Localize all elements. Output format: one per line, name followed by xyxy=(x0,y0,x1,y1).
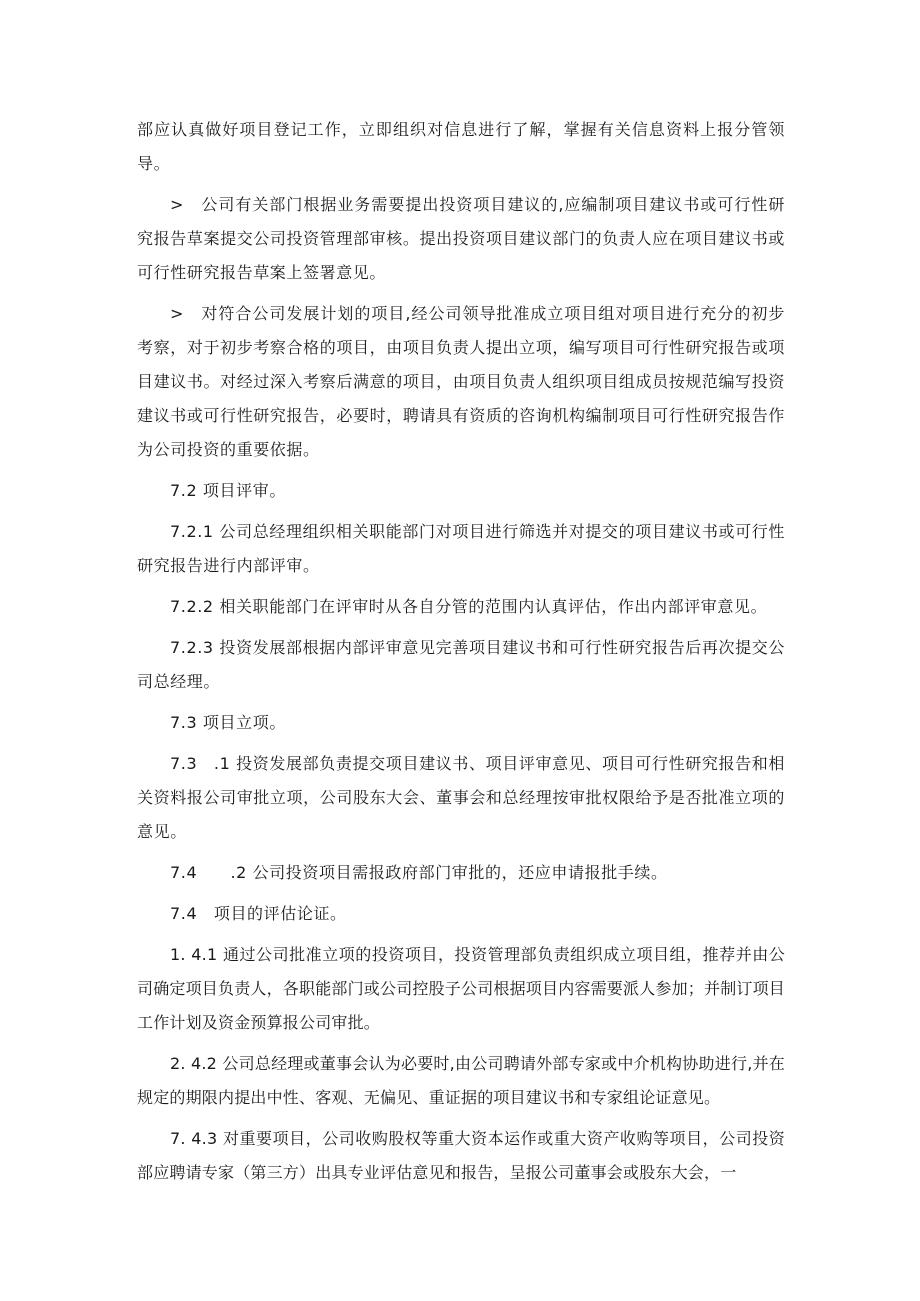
paragraph-7-2-3: 7.2.3 投资发展部根据内部评审意见完善项目建议书和可行性研究报告后再次提交公司总经理。 xyxy=(137,638,785,691)
paragraph-bullet-project-team: > 对符合公司发展计划的项目,经公司领导批准成立项目组对项目进行充分的初步考察，对于初步考察合格的项目，由项目负责人提出立项，编写项目可行性研究报告或项目建议书。对经过深入考察后满意的项目，由项目负责人组织项目组成员按规范编写投资建议书或可行性研究报告，必要时，聘请具有资质的咨询机构编制项目可行性研究报告作为公司投资的重要依据。 xyxy=(137,304,785,459)
paragraph-7-4-3: 7. 4.3 对重要项目，公司收购股权等重大资本运作或重大资产收购等项目，公司投资部应聘请专家（第三方）出具专业评估意见和报告，呈报公司董事会或股东大会，一 xyxy=(137,1129,785,1182)
paragraph-7-2-1: 7.2.1 公司总经理组织相关职能部门对项目进行筛选并对提交的项目建议书或可行性研究报告进行内部评审。 xyxy=(137,522,785,575)
document-body xyxy=(137,113,785,1197)
paragraph-1-4-1: 1. 4.1 通过公司批准立项的投资项目，投资管理部负责组织成立项目组，推荐并由公司确定项目负责人，各职能部门或公司控股子公司根据项目内容需要派人参加；并制订项目工作计划及资金预算报公司审批。 xyxy=(137,945,786,1032)
paragraph-7-3-1: 7.3 .1 投资发展部负责提交项目建议书、项目评审意见、项目可行性研究报告和相关资料报公司审批立项，公司股东大会、董事会和总经理按审批权限给予是否批准立项的意见。 xyxy=(137,754,785,841)
paragraph-7-2-2: 7.2.2 相关职能部门在评审时从各自分管的范围内认真评估，作出内部评审意见。 xyxy=(170,597,768,616)
paragraph-2-4-2: 2. 4.2 公司总经理或董事会认为必要时,由公司聘请外部专家或中介机构协助进行,并在规定的期限内提出中性、客观、无偏见、重证据的项目建议书和专家组论证意见。 xyxy=(137,1054,785,1107)
paragraph-continuation: 部应认真做好项目登记工作，立即组织对信息进行了解，掌握有关信息资料上报分管领导。 xyxy=(137,120,785,173)
heading-7-2: 7.2 项目评审。 xyxy=(170,481,286,500)
heading-7-3: 7.3 项目立项。 xyxy=(170,713,286,732)
heading-7-4: 7.4 项目的评估论证。 xyxy=(170,904,347,923)
paragraph-bullet-proposal: > 公司有关部门根据业务需要提出投资项目建议的,应编制项目建议书或可行性研究报告草案提交公司投资管理部审核。提出投资项目建议部门的负责人应在项目建议书或可行性研究报告草案上签署意见。 xyxy=(137,195,785,282)
paragraph-7-4-2: 7.4 .2 公司投资项目需报政府部门审批的，还应申请报批手续。 xyxy=(170,863,668,882)
